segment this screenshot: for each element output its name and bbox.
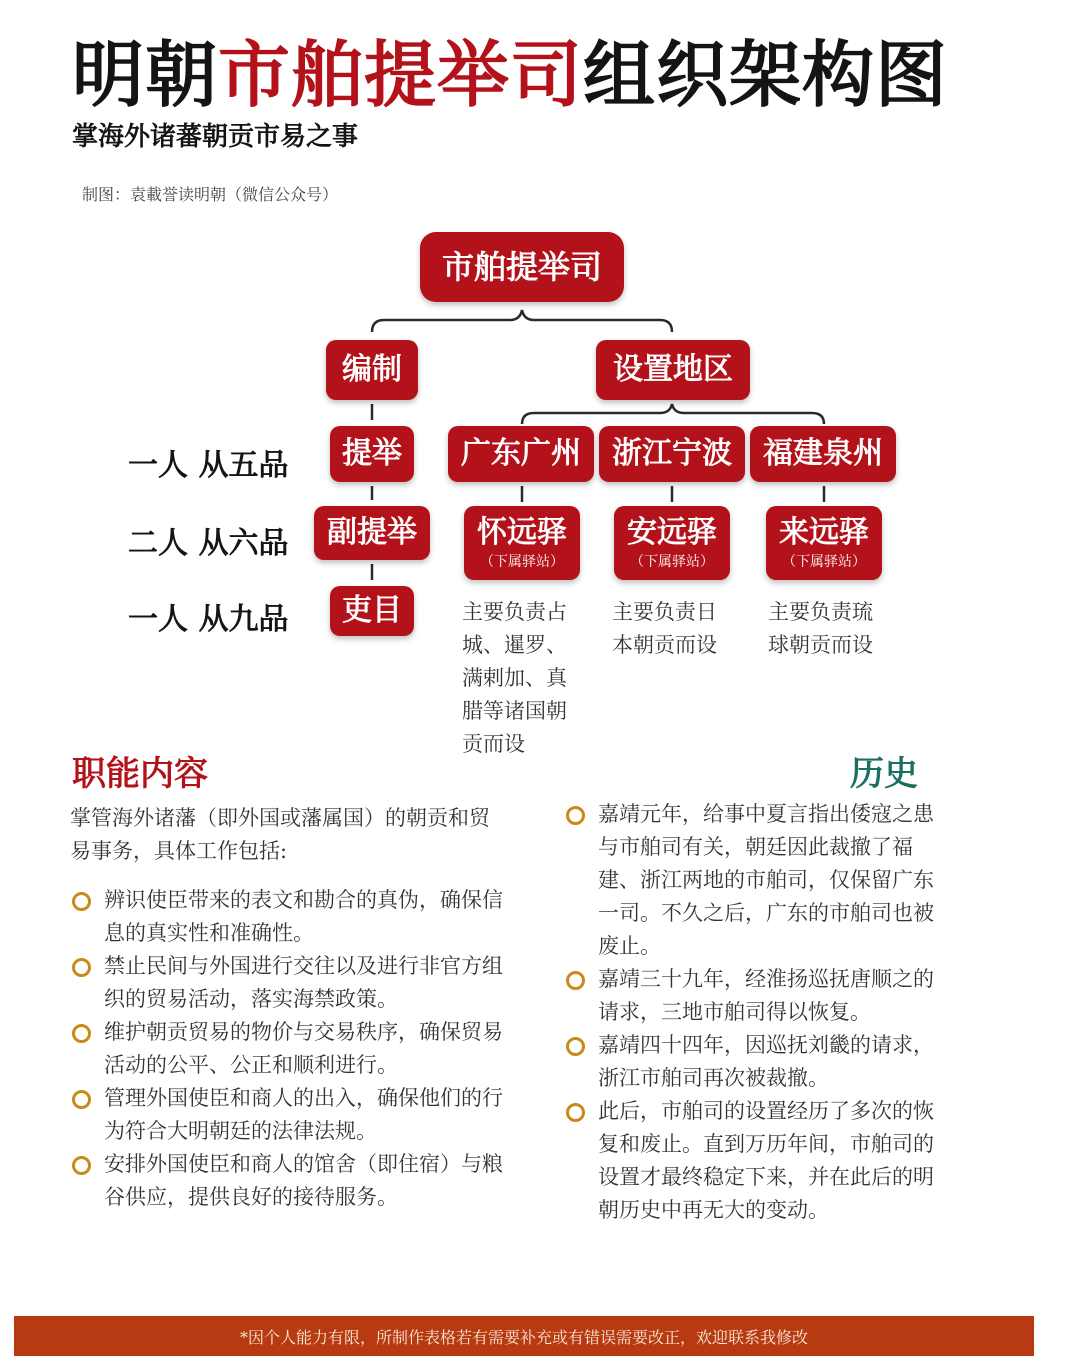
list-item [70, 950, 520, 1016]
history-list [564, 798, 944, 1227]
bullet-circle-icon [72, 1024, 91, 1043]
function-text-2: 禁止民间与外国进行交往以及进行非官方组织的贸易活动，落实海禁政策。 [104, 954, 503, 1011]
function-text-5: 安排外国使臣和商人的馆舍（即住宿）与粮谷供应，提供良好的接待服务。 [104, 1152, 503, 1209]
history-text-1: 嘉靖元年，给事中夏言指出倭寇之患与市舶司有关，朝廷因此裁撤了福建、浙江两地的市舶司，仅保留广东一司。不久之后，广东的市舶司也被废止。 [598, 802, 934, 958]
list-item [70, 884, 520, 950]
list-item [70, 1082, 520, 1148]
tiju-label: 提举 [342, 436, 402, 471]
rank-label-1: 一人 从五品 [128, 448, 289, 483]
bianzhi-box [326, 340, 418, 400]
root-bracket [372, 310, 672, 332]
rank-label-3: 一人 从九品 [128, 602, 289, 637]
station-label-anyuan: 安远驿 [627, 515, 717, 550]
list-item [564, 1095, 944, 1227]
station-note-laiyuan: （下属驿站） [782, 554, 866, 570]
bullet-circle-icon [566, 806, 585, 825]
history-text-4: 此后，市舶司的设置经历了多次的恢复和废止。直到万历年间，市舶司的设置才最终稳定下来，并在此后的明朝历史中再无大的变动。 [598, 1099, 934, 1222]
region-box-quanzhou [750, 426, 896, 482]
tiju-box [330, 426, 414, 482]
list-item [564, 798, 944, 963]
history-heading: 历史 [850, 754, 918, 794]
region-box-guangzhou [448, 426, 594, 482]
page-subtitle: 掌海外诸蕃朝贡市易之事 [72, 122, 359, 152]
functions-list [70, 884, 520, 1214]
region-label-quanzhou: 福建泉州 [763, 436, 883, 471]
title-part-1: 明朝 [72, 33, 219, 117]
credit-line: 制图：袁載誉读明朝（微信公众号） [82, 185, 339, 204]
root-box [420, 232, 624, 302]
root-label: 市舶提举司 [441, 248, 602, 286]
bullet-circle-icon [72, 958, 91, 977]
list-item [564, 963, 944, 1029]
function-text-1: 辨识使臣带来的表文和勘合的真伪，确保信息的真实性和准确性。 [104, 888, 503, 945]
shezhi-label: 设置地区 [613, 352, 733, 387]
footer-banner [14, 1316, 1034, 1356]
functions-intro: 掌管海外诸藩（即外国或藩属国）的朝贡和贸易事务，具体工作包括: [70, 806, 490, 863]
station-note-anyuan: （下属驿站） [630, 554, 714, 570]
station-box-laiyuan [766, 506, 882, 580]
list-item [564, 1029, 944, 1095]
station-label-huaiyuan: 怀远驿 [477, 515, 567, 550]
limu-label: 吏目 [342, 593, 402, 628]
region-box-ningbo [599, 426, 745, 482]
title-part-2: 市舶提举司 [218, 33, 584, 117]
region-label-guangzhou: 广东广州 [461, 436, 581, 471]
station-label-laiyuan: 来远驿 [779, 515, 869, 550]
footer-text: *因个人能力有限，所制作表格若有需要补充或有错误需要改正，欢迎联系我修改 [239, 1327, 808, 1347]
region-desc-guangzhou: 主要负责占城、暹罗、满剌加、真腊等诸国朝贡而设 [462, 600, 567, 756]
region-label-ningbo: 浙江宁波 [612, 436, 732, 471]
title-part-3: 组织架构图 [583, 33, 949, 117]
fu-tiju-box [314, 506, 430, 560]
history-text-3: 嘉靖四十四年，因巡抚刘畿的请求，浙江市舶司再次被裁撤。 [598, 1033, 934, 1090]
station-box-anyuan [614, 506, 730, 580]
region-bracket [522, 404, 824, 424]
region-desc-ningbo: 主要负责日本朝贡而设 [612, 600, 717, 657]
function-text-3: 维护朝贡贸易的物价与交易秩序，确保贸易活动的公平、公正和顺利进行。 [104, 1020, 503, 1077]
bullet-circle-icon [566, 971, 585, 990]
limu-box [330, 586, 414, 636]
bianzhi-label: 编制 [342, 352, 402, 387]
list-item [70, 1016, 520, 1082]
rank-label-2: 二人 从六品 [128, 526, 289, 561]
bullet-circle-icon [566, 1037, 585, 1056]
station-note-huaiyuan: （下属驿站） [480, 554, 564, 570]
region-desc-quanzhou: 主要负责琉球朝贡而设 [768, 600, 873, 657]
functions-heading: 职能内容 [72, 754, 208, 794]
fu-tiju-label: 副提举 [327, 515, 417, 550]
shezhi-box [596, 340, 750, 400]
history-text-2: 嘉靖三十九年，经淮扬巡抚唐顺之的请求，三地市舶司得以恢复。 [598, 967, 934, 1024]
function-text-4: 管理外国使臣和商人的出入，确保他们的行为符合大明朝廷的法律法规。 [104, 1086, 503, 1143]
bullet-circle-icon [566, 1103, 585, 1122]
bullet-circle-icon [72, 1156, 91, 1175]
station-box-huaiyuan [464, 506, 580, 580]
bullet-circle-icon [72, 1090, 91, 1109]
list-item [70, 1148, 520, 1214]
bullet-circle-icon [72, 892, 91, 911]
